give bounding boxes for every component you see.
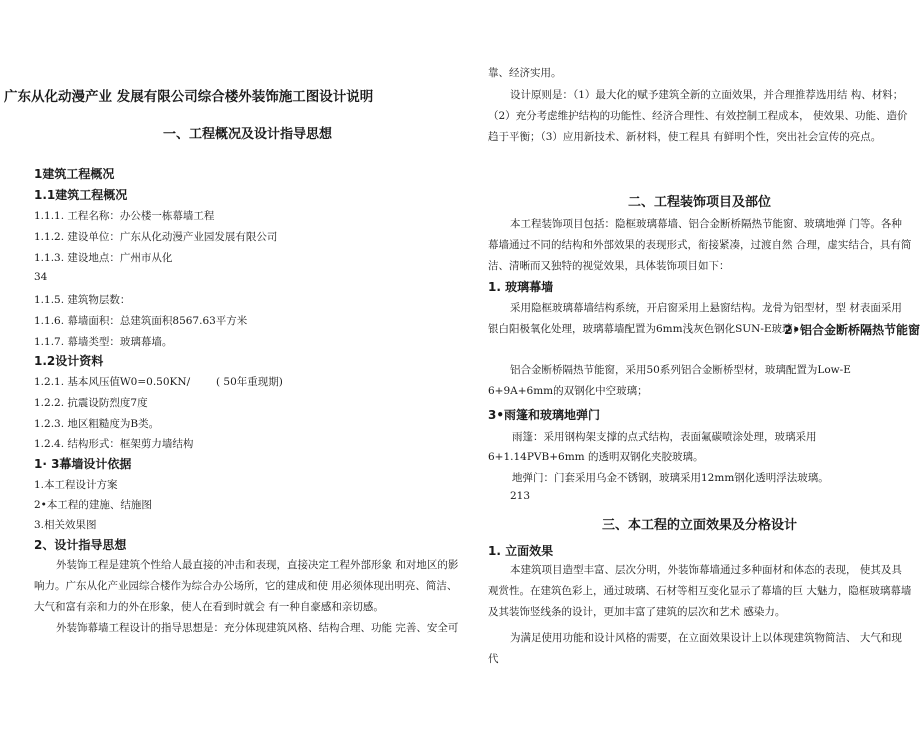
paragraph-facade-effect: 本建筑项目造型丰富、层次分明，外装饰幕墙通过多种面材和体态的表现， 使其及具观赏性。在建筑色彩上，通过玻璃、石材等相互变化显示了幕墙的巨 大魅力，隐框玻璃幕墙及其装饰竖线条的设计，更加丰富了建筑的层次和艺术 感染力。 bbox=[488, 564, 912, 618]
item-1-2-4: 1.2.4. 结构形式：框架剪力墙结构 bbox=[34, 438, 194, 450]
paragraph-design-thinking: 外装饰工程是建筑个性给人最直接的冲击和表现，直接决定工程外部形象 和对地区的影响力。广东从化产业园综合楼作为综合办公场所，它的建成和使 用必须体现出明亮、简洁、大气和富有亲和力的外在形象，使人在看到时就会 有一种自豪感和亲切感。 bbox=[34, 559, 459, 613]
section-3-title: 三、本工程的立面效果及分格设计 bbox=[602, 518, 798, 533]
item-1-2-1: 1.2.1. 基本风压值W0=0.50KN/ bbox=[34, 376, 191, 388]
floor-spring-door-line: 地弹门：门套采用乌金不锈钢，玻璃采用12mm钢化透明浮法玻璃。 bbox=[512, 472, 829, 484]
paragraph-aluminum-window: 铝合金断桥隔热节能窗，采用50系列铝合金断桥型材，玻璃配置为Low-E 6+9A+6mm的双钢化中空玻璃； bbox=[488, 364, 851, 397]
heading-glass-curtain-wall: 1. 玻璃幕墙 bbox=[488, 280, 554, 294]
item-1-1-6: 1.1.6. 幕墙面积：总建筑面积8567.63平方米 bbox=[34, 315, 248, 327]
item-1-1-7: 1.1.7. 幕墙类型：玻璃幕墙。 bbox=[34, 336, 173, 348]
document-title: 广东从化动漫产业 发展有限公司综合楼外装饰施工图设计说明 bbox=[4, 89, 374, 105]
item-1-1-1: 1.1.1. 工程名称：办公楼一栋幕墙工程 bbox=[34, 210, 215, 222]
section-2-title: 二、工程装饰项目及部位 bbox=[628, 195, 772, 210]
heading-aluminum-window: 2•铝合金断桥隔热节能窗 bbox=[784, 323, 920, 337]
item-1-2-3: 1.2.3. 地区粗糙度为B类。 bbox=[34, 418, 160, 430]
paragraph-glass-curtain-wall: 采用隐框玻璃幕墙结构系统，开启窗采用上悬窗结构。龙骨为铝型材，型 材表面采用银白阳极氧化处理，玻璃幕墙配置为6mm浅灰色钢化SUN-E玻璃； bbox=[488, 302, 902, 335]
heading-facade-effect: 1. 立面效果 bbox=[488, 544, 554, 558]
item-1-2-2: 1.2.2. 抗震设防烈度7度 bbox=[34, 397, 148, 409]
number-213: 213 bbox=[510, 490, 531, 502]
item-1-3-2: 2•本工程的建施、结施图 bbox=[34, 499, 152, 511]
item-1-2-1-note: ( 50年重现期) bbox=[216, 376, 283, 388]
heading-1-3: 1· 3幕墙设计依据 bbox=[34, 457, 132, 471]
item-1-3-1: 1.本工程设计方案 bbox=[34, 479, 118, 491]
section-1-title: 一、工程概况及设计指导思想 bbox=[163, 127, 333, 142]
canopy-line-1: 雨篷：采用钢构架支撑的点式结构，表面氟碳喷涂处理，玻璃采用 bbox=[512, 431, 817, 443]
paragraph-design-principles: 设计原则是：（1）最大化的赋予建筑全新的立面效果，并合理推荐选用结 构、材料；（2）充分考虑维护结构的功能性、经济合理性、有效控制工程成本， 使效果、功能、造价趋于平衡；（3）应用新技术、新材料，使工程具 有鲜明个性，突出社会宣传的亮点。 bbox=[488, 89, 908, 143]
paragraph-decoration-items: 本工程装饰项目包括：隐框玻璃幕墙、铝合金断桥隔热节能窗、玻璃地弹 门等。各种幕墙通过不同的结构和外部效果的表现形式，衔接紧凑，过渡自然 合理，虚实结合，具有简洁、清晰而又独特的视觉效果，具体装饰项目如下： bbox=[488, 218, 912, 272]
item-34: 34 bbox=[34, 271, 48, 283]
paragraph-guiding-idea: 外装饰幕墙工程设计的指导思想是：充分体现建筑风格、结构合理、功能 完善、安全可 bbox=[56, 622, 459, 634]
heading-1-1: 1.1建筑工程概况 bbox=[34, 188, 128, 202]
item-1-3-3: 3.相关效果图 bbox=[34, 519, 97, 531]
heading-1: 1建筑工程概况 bbox=[34, 167, 115, 181]
item-1-1-2: 1.1.2. 建设单位：广东从化动漫产业园发展有限公司 bbox=[34, 231, 278, 243]
heading-2: 2、设计指导思想 bbox=[34, 538, 127, 552]
canopy-line-2: 6+1.14PVB+6mm 的透明双钢化夹胶玻璃。 bbox=[488, 451, 704, 463]
paragraph-function-style: 为满足使用功能和设计风格的需要，在立面效果设计上以体现建筑物简洁、 大气和现代 bbox=[488, 632, 902, 665]
item-1-1-5: 1.1.5. 建筑物层数： bbox=[34, 294, 131, 306]
heading-1-2: 1.2设计资料 bbox=[34, 354, 104, 368]
heading-canopy-door: 3•雨篷和玻璃地弹门 bbox=[488, 408, 601, 422]
item-1-1-3: 1.1.3. 建设地点：广州市从化 bbox=[34, 252, 173, 264]
paragraph-continued: 靠、经济实用。 bbox=[488, 67, 562, 79]
